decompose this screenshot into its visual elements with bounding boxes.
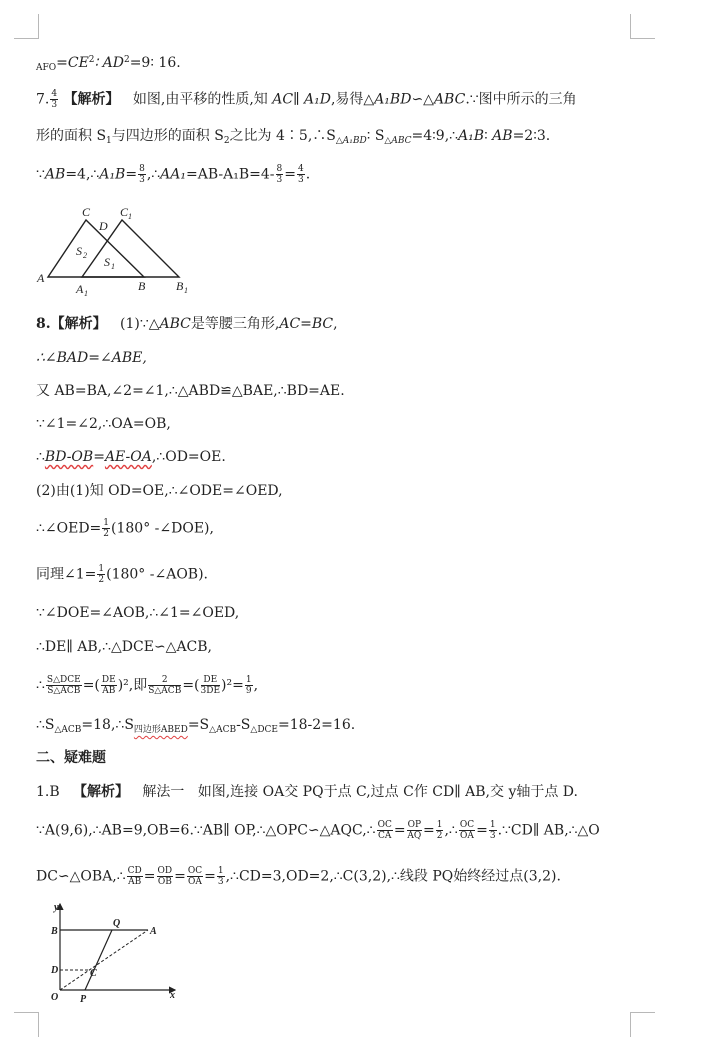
fraction: $\frac{4}{3}$	[51, 89, 58, 110]
fraction: $\frac{\text{S△DCE}}{\text{S△ACB}}$	[46, 675, 81, 696]
fraction: $\frac{1}{2}$	[103, 518, 110, 539]
fraction: $\frac{OC}{OA}$	[187, 866, 203, 887]
problem-8-line-7: ∴∠OED= $\frac{1}{2}$ (180° -∠DOE),	[36, 518, 214, 539]
label-O: O	[51, 992, 59, 1003]
fraction: $\frac{1}{3}$	[217, 866, 224, 887]
fraction: $\frac{1}{9}$	[245, 675, 252, 696]
fraction: $\frac{OP}{AQ}$	[407, 820, 422, 841]
label-B1: B	[176, 279, 184, 293]
svg-text:1: 1	[184, 286, 188, 295]
crop-mark-bottom-left	[14, 1012, 39, 1037]
label-A: A	[37, 271, 45, 285]
fraction: $\frac{1}{3}$	[489, 820, 496, 841]
fraction: $\frac{DE}{3DE}$	[200, 675, 221, 696]
coordinate-figure	[40, 898, 190, 1006]
fraction: $\frac{1}{2}$	[98, 564, 105, 585]
label-B: B	[138, 279, 146, 293]
problem-8-line-1: 8.【解析】 (1)∵△ABC是等腰三角形,AC=BC,	[36, 316, 338, 332]
label-C1: C	[120, 205, 129, 219]
question-1-line-2: ∵A(9,6),∴AB=9,OB=6.∵AB∥ OP,∴△OPC∽△AQC,∴ $\frac{OC}{CA}$ = $\frac{OP}{AQ}$ = $\frac{1}{2}$ ,∴ $\frac{OC}{OA}$ = $\frac{1}{3}$ .∵CD∥ AB,∴△O	[36, 820, 600, 841]
problem-7-line-1: 7. $\frac{4}{3}$ 【解析】 如图,由平移的性质,知 AC∥ A₁D,易得△A₁BD∽△ABC.∵图中所示的三角	[36, 89, 577, 110]
svg-text:1: 1	[128, 212, 132, 221]
problem-8-line-2: ∴∠BAD=∠ABE,	[36, 350, 147, 366]
fraction: $\frac{OC}{CA}$	[377, 820, 392, 841]
problem-8-line-10: ∴DE∥ AB,∴△DCE∽△ACB,	[36, 639, 213, 655]
fraction: $\frac{8}{3}$	[276, 164, 283, 185]
axis-y-label: y	[54, 902, 59, 913]
label-C: C	[90, 968, 97, 979]
fraction: $\frac{1}{2}$	[436, 820, 443, 841]
problem-8-line-4: ∵∠1=∠2,∴OA=OB,	[36, 416, 171, 432]
fraction: $\frac{OD}{OB}$	[157, 866, 173, 887]
ratio-line-top: $_{AFO}=CE^2∶$ $AD^2=9∶$ 16.	[36, 55, 181, 73]
problem-8-line-12: $\therefore S_{\triangle ACB}=18,\therefore S_{四边形ABED}=S_{\triangle ACB}-S_{\triangle DCE}=18-2=16$.	[36, 717, 356, 735]
problem-8-line-6: (2)由(1)知 OD=OE,∴∠ODE=∠OED,	[36, 483, 283, 499]
problem-7-line-2: 形的面积 $S_1$与四边形的面积 $S_2$之比为 $4∶5,\therefore S_{\triangle A_1BD}∶$ $S_{\triangle ABC}=4∶9,\therefore A_1B∶$ AB=2∶3.	[36, 128, 551, 146]
question-1-line-1: 1.B 【解析】 解法一 如图,连接 OA交 PQ于点 C,过点 C作 CD∥ AB,交 y轴于点 D.	[36, 784, 578, 800]
problem-8-line-11: ∴ $\frac{\text{S△DCE}}{\text{S△ACB}}$ =( $\frac{DE}{AB}$ )²,即 $\frac{2}{\text{S△ACB}}$ =( $\frac{DE}{3DE}$ )²= $\frac{1}{9}$ ,	[36, 675, 259, 696]
question-1-line-3: DC∽△OBA,∴ $\frac{CD}{AB}$ = $\frac{OD}{OB}$ = $\frac{OC}{OA}$ = $\frac{1}{3}$ ,∴CD=3,OD=2,∴C(3,2),∴线段 PQ始终经过点(3,2).	[36, 866, 561, 887]
fraction: $\frac{OC}{OA}$	[459, 820, 475, 841]
fraction: $\frac{2}{\text{S△ACB}}$	[148, 675, 182, 696]
problem-8-line-5: ∴BD-OB=AE-OA,∴OD=OE.	[36, 449, 226, 465]
label-P: P	[80, 994, 87, 1005]
problem-8-line-9: ∵∠DOE=∠AOB,∴∠1=∠OED,	[36, 605, 240, 621]
label-Q: Q	[113, 918, 121, 929]
fraction: $\frac{DE}{AB}$	[101, 675, 116, 696]
fraction: $\frac{8}{3}$	[139, 164, 145, 185]
crop-mark-top-left	[14, 14, 39, 39]
label-D: D	[99, 219, 108, 233]
problem-8-line-8: 同理∠1= $\frac{1}{2}$ (180° -∠AOB).	[36, 564, 208, 585]
label-A1: A	[76, 282, 84, 296]
label-S1: S	[104, 255, 110, 269]
label-A: A	[150, 926, 157, 937]
svg-text:2: 2	[83, 251, 87, 260]
crop-mark-bottom-right	[630, 1012, 655, 1037]
problem-8-line-3: 又 AB=BA,∠2=∠1,∴△ABD≌△BAE,∴BD=AE.	[36, 383, 345, 399]
svg-text:1: 1	[111, 262, 115, 271]
fraction: $\frac{4}{3}$	[297, 164, 304, 185]
label-C: C	[82, 205, 91, 219]
section-heading: 二、疑难题	[36, 750, 106, 766]
triangle-translation-figure	[34, 200, 204, 300]
problem-7-line-3: ∵AB=4,∴A₁B= $\frac{8}{3}$ ,∴AA₁=AB-A₁B=4- $\frac{8}{3}$ = $\frac{4}{3}$ .	[36, 164, 311, 185]
label-B: B	[51, 926, 58, 937]
label-S2: S	[76, 244, 82, 258]
fraction: $\frac{CD}{AB}$	[127, 866, 142, 887]
svg-text:1: 1	[84, 289, 88, 298]
axis-x-label: x	[170, 990, 175, 1001]
crop-mark-top-right	[630, 14, 655, 39]
label-D: D	[51, 965, 59, 976]
